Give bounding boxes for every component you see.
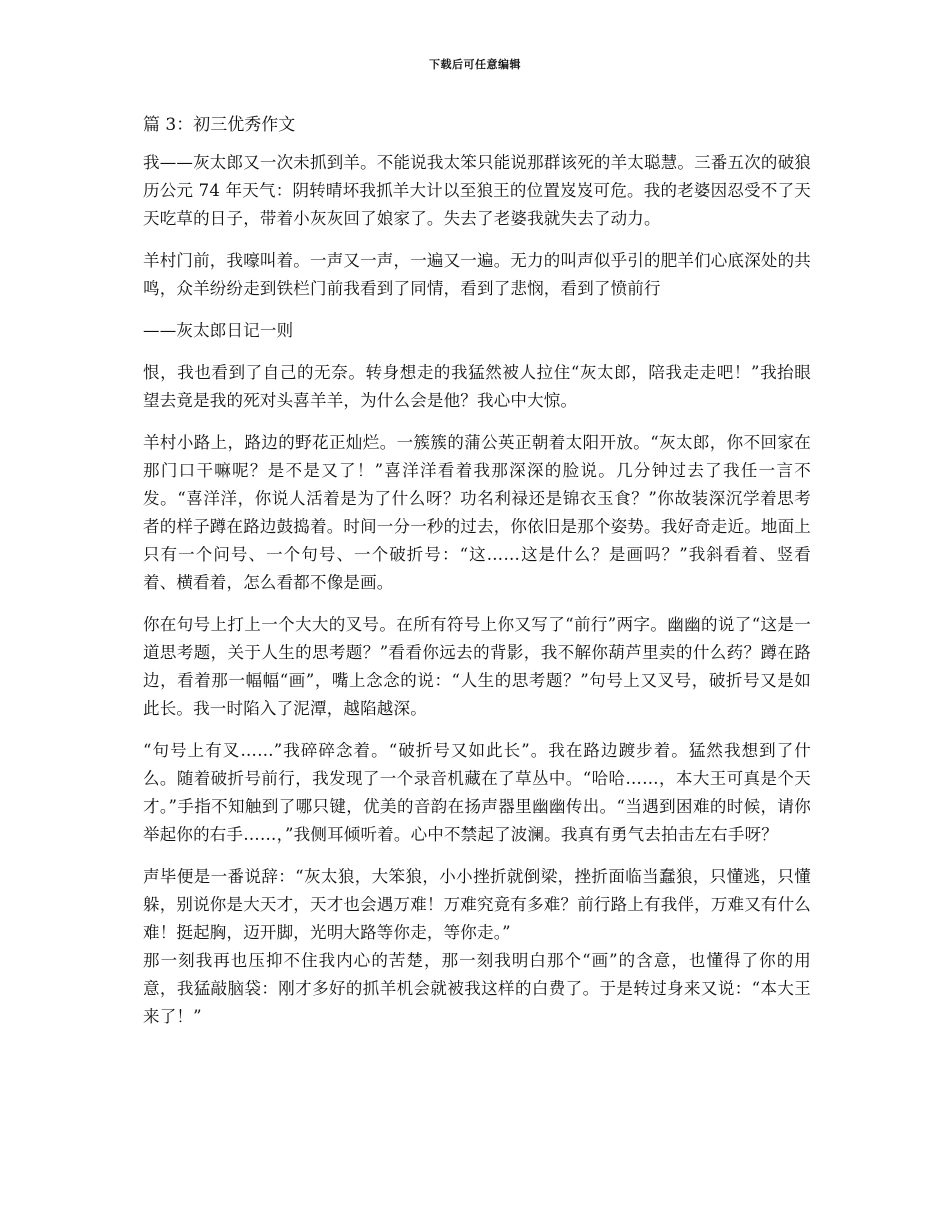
document-body — [143, 112, 811, 1045]
paragraph: “句号上有叉……”我碎碎念着。“破折号又如此长”。我在路边踱步着。猛然我想到了什么。随着破折号前行，我发现了一个录音机藏在了草丛中。“哈哈……，本大王可真是个天才。”手指不知触到了哪只键，优美的音韵在扬声器里幽幽传出。“当遇到困难的时候，请你举起你的右手……，”我侧耳倾听着。心中不禁起了波澜。我真有勇气去拍击左右手呀？ — [143, 741, 811, 844]
paragraph: 恨，我也看到了自己的无奈。转身想走的我猛然被人拉住“灰太郎，陪我走走吧！”我抬眼望去竟是我的死对头喜羊羊，为什么会是他？我心中大惊。 — [143, 363, 811, 410]
document-title: 篇 3：初三优秀作文 — [143, 115, 296, 135]
paragraph: 羊村门前，我嚎叫着。一声又一声，一遍又一遍。无力的叫声似乎引的肥羊们心底深处的共鸣，众羊纷纷走到铁栏门前我看到了同情，看到了悲悯，看到了愤前行 — [143, 251, 811, 298]
paragraph: 声毕便是一番说辞：“灰太狼，大笨狼，小小挫折就倒梁，挫折面临当蠢狼，只懂逃，只懂躲，别说你是大天才，天才也会遇万难！万难究竟有多难？前行路上有我伴，万难又有什么难！挺起胸，迈开脚，光明大路等你走，等你走。” — [143, 867, 811, 942]
paragraph: ——灰太郎日记一则 — [143, 321, 294, 340]
paragraph: 你在句号上打上一个大大的叉号。在所有符号上你又写了“前行”两字。幽幽的说了“这是一道思考题，关于人生的思考题？”看看你远去的背影，我不解你葫芦里卖的什么药？蹲在路边，看着那一幅幅“画”，嘴上念念的说：“人生的思考题？”句号上又叉号，破折号又是如此长。我一时陷入了泥潭，越陷越深。 — [143, 615, 811, 718]
paragraph: 羊村小路上，路边的野花正灿烂。一簇簇的蒲公英正朝着太阳开放。“灰太郎，你不回家在那门口干嘛呢？是不是又了！”喜洋洋看着我那深深的脸说。几分钟过去了我任一言不发。“喜洋洋，你说人活着是为了什么呀？功名利禄还是锦衣玉食？”你故装深沉学着思考者的样子蹲在路边鼓捣着。时间一分一秒的过去，你依旧是那个姿势。我好奇走近。地面上只有一个问号、一个句号、一个破折号：“这……这是什么？是画吗？”我斜看着、竖看着、横看着，怎么看都不像是画。 — [143, 433, 811, 592]
paragraph: 我——灰太郎又一次未抓到羊。不能说我太笨只能说那群该死的羊太聪慧。三番五次的破狼历公元 74 年天气：阴转晴坏我抓羊大计以至狼王的位置岌岌可危。我的老婆因忍受不了天天吃草的日子，带着小灰灰回了娘家了。失去了老婆我就失去了动力。 — [143, 153, 811, 228]
page-header: 下载后可任意编辑 — [429, 58, 521, 71]
paragraph: 那一刻我再也压抑不住我内心的苦楚，那一刻我明白那个“画”的含意，也懂得了你的用意，我猛敲脑袋：刚才多好的抓羊机会就被我这样的白费了。于是转过身来又说：“本大王来了！” — [143, 951, 811, 1026]
